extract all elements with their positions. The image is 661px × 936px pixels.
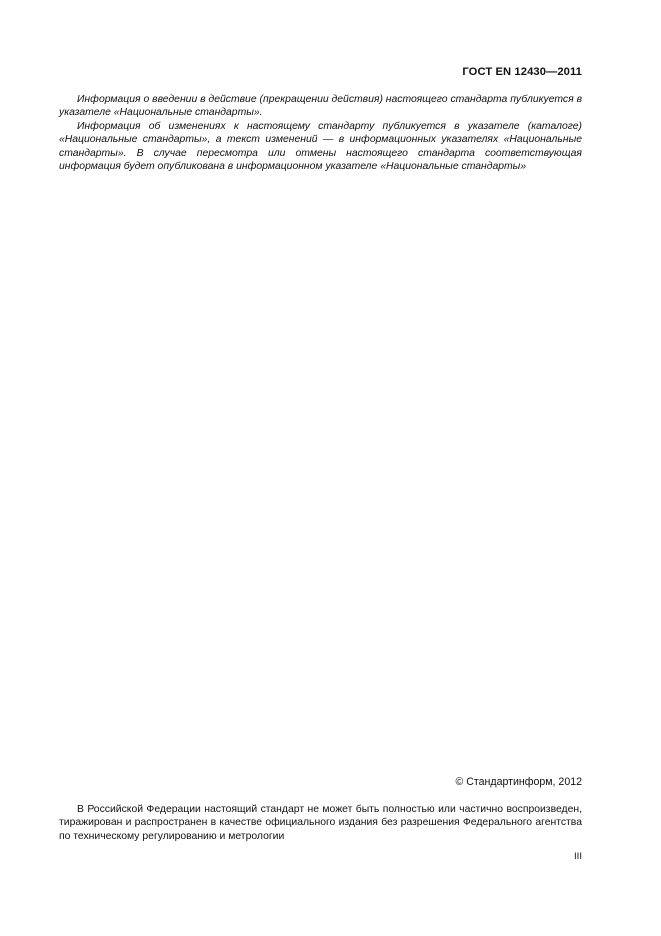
page-number: III <box>574 851 582 862</box>
document-code: ГОСТ EN 12430—2011 <box>462 66 582 78</box>
copyright-line: © Стандартинформ, 2012 <box>455 776 582 788</box>
publication-info <box>59 93 582 173</box>
info-paragraph-introduction: Информация о введении в действие (прекращении действия) настоящего стандарта публикуется в указателе «Национальные стандарты». <box>59 94 582 119</box>
info-paragraph-changes: Информация об изменениях к настоящему стандарту публикуется в указателе (каталоге) «Национальные стандарты», а текст изменений — в информационных указателях «Национальные стандарты». В случае пересмотра или отмены настоящего стандарта соответствующая информация будет опубликована в информационном указателе «Национальные стандарты» <box>59 120 582 173</box>
reproduction-notice <box>59 803 582 843</box>
reproduction-notice-text: В Российской Федерации настоящий стандарт не может быть полностью или частично воспроизведен, тиражирован и распространен в качестве официального издания без разрешения Федерального агентства по техническому регулированию и метрологии <box>59 804 582 842</box>
